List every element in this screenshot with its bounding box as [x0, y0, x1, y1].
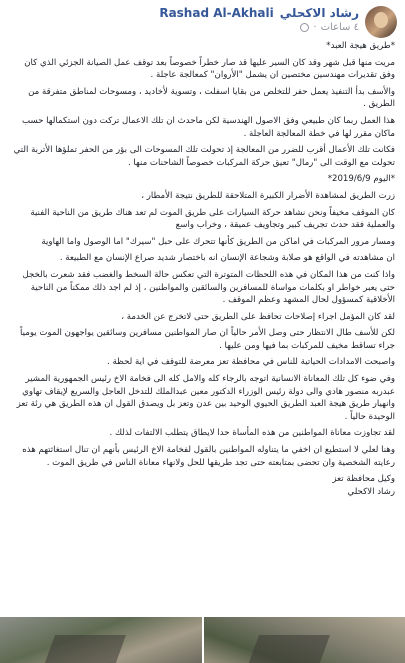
post-paragraph: لكن للأسف طال الانتظار حتى وصل الأمر حالياً ان صار المواطنين مسافرين وسائقين يواجهون الموت يومياً جراء تساقط مخيف للمركبات بما فيها ومن عليها . — [20, 328, 395, 351]
author-avatar[interactable] — [365, 6, 397, 38]
post-paragraph: والأسف بدأ التنفيذ يعمل حفر للتخلص من بقايا اسفلت ، وتسوية لأخاديد ، ومسوحات لمناطق متفرقة من الطريق . — [28, 86, 395, 110]
post-paragraph: مريت منها قبل شهر وقد كان السير عليها قد صار خطراً خصوصاً بعد توقف عمل الصيانة الجزئي الذي كان وفق تقديرات مهندسين مختصين ان يشمل "الأروان" كمعالجة عاجلة . — [24, 57, 395, 81]
globe-icon — [300, 23, 309, 32]
post-date: *اليوم 2019/6/9* — [327, 174, 395, 185]
post-content — [0, 38, 405, 498]
post-signature-title: وكيل محافظة تعز — [332, 474, 395, 485]
post-photos — [0, 617, 405, 663]
post-paragraph: لقد كان المؤمل اجراء إصلاحات تحافظ على الطريق حتى لاتخرج عن الخدمة ، — [121, 311, 395, 322]
author-name-english[interactable]: Rashad Al-Akhali — [159, 6, 274, 20]
post-paragraph: وهنا لعلي لا استطيع ان اخفي ما يتناوله المواطنين بالقول لفخامة الاخ الرئيس بأنهم ان تنال استغاثتهم هذه رعايته الشخصية وان تحضى بمتابعته حتى تجد طريقها للحل ولانهاء معاناة الناس في طريق الموت . — [22, 445, 395, 468]
post-paragraph: واصبحت الامدادات الحياتية للناس في محافظة تعز معرضة للتوقف في اية لحظة . — [106, 357, 395, 368]
road-photo-left[interactable] — [0, 617, 202, 663]
post-paragraph: ومسار مرور المركبات في اماكن من الطريق كأنها تتحرك على حبل "سيرك" اما الوصول واما الهاوية — [41, 236, 395, 247]
post-paragraph: ان مشاهدته في الواقع هو صلابة وشجاعة الإنسان انه باختصار شديد صراع الإنسان مع الطبيعة . — [59, 253, 395, 264]
road-photo-right[interactable] — [204, 617, 405, 663]
post-time[interactable]: ٤ ساعات — [320, 22, 359, 33]
road-shape — [249, 635, 330, 663]
post-time-row: ٤ ساعات · — [8, 22, 359, 33]
post-paragraph: لقد تجاوزت معاناة المواطنين من هذه المأساة حدا لايطاق يتطلب الالتفات لذلك . — [109, 428, 395, 439]
road-shape — [45, 635, 126, 663]
post-paragraph: هذا العمل ربما كان طبيعي وفق الاصول الهندسية لكن ماحدث ان تلك الاعمال تركت دون استكمالها حسب ماكان مقرر لها في خطة المعالجة العاجلة . — [22, 115, 395, 139]
post-paragraph: فكانت تلك الأعمال أقرب للضرر من المعالجة إذ تحولت تلك المسوحات الى بؤر من الحفر تملؤها الأتربة التي تحولت مع الوقت الى "رمال" تعيق حركة المركبات خصوصاً الشاحنات منها . — [13, 145, 395, 168]
author-name-arabic[interactable]: رشاد الاكحلي — [279, 6, 359, 20]
post-paragraph: وفي ضوء كل تلك المعاناة الانسانية اتوجه بالرجاء كله والامل كله الى فخامة الاخ رئيس الجمهورية المشير عبدربه منصور هادي والى دولة رئيس الوزراء الدكتور معين عبدالملك للتدخل العاجل والسريع لإيقاف تهاوي وانهيار طريق هيجة العبد الطريق الحيوي الوحيد بين عدن وتعز بل ويصدق القول ان هذه الطريق هي رئة تعز الوحيدة حالياً . — [16, 374, 395, 422]
post-signature-name: رشاد الاكحلي — [347, 486, 395, 497]
author-meta — [8, 6, 359, 33]
post-paragraph: زرت الطريق لمشاهدة الأضرار الكبيرة المتلاحقة للطريق نتيجة الأمطار ، — [141, 190, 395, 201]
post-header — [0, 0, 405, 38]
post-paragraph: كان الموقف مخيفاً ونحن نشاهد حركة السيارات على طريق الموت لم تعد هناك طريق من الناحية الفنية والعملية فقد حدث تجريف كبير وتجاويف عميقة ، وخراب واسع — [30, 207, 395, 231]
post-title: *طريق هيجة العبد* — [326, 41, 395, 51]
author-names — [8, 6, 359, 20]
post-paragraph: واذا كنت من هذا المكان في هذه اللحظات المتوترة التي تعكس حالة السخط والغضب فقد شعرت بالخجل حتى يعبر خواطر او بكلمات مواساة للمسافرين والسائقين والمواطنين ، إذ لم اجد ذلك ممكناً من الناحية الأخلاقية كمسؤول لحال المشهد وعظم الموقف . — [22, 269, 395, 306]
